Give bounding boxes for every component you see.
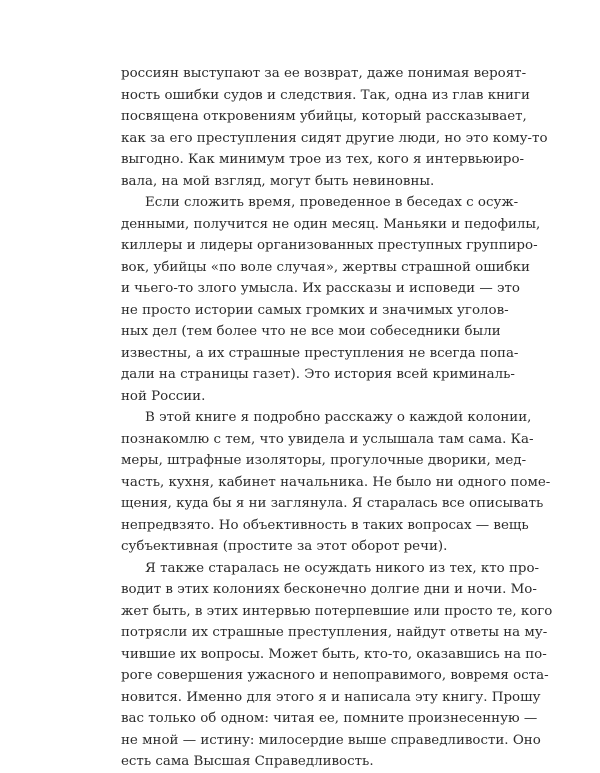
text-line: выгодно. Как минимум трое из тех, кого я интервьюиро- — [121, 152, 525, 167]
text-line: дали на страницы газет). Это история всей криминаль- — [121, 367, 515, 382]
text-line: киллеры и лидеры организованных преступных группиро- — [121, 238, 538, 253]
paragraph — [121, 407, 551, 558]
text-line: водит в этих колониях бесконечно долгие дни и ночи. Мо- — [121, 582, 537, 597]
paragraph — [121, 63, 548, 192]
text-line: и чьего-то злого умысла. Их рассказы и исповеди — это — [121, 281, 520, 296]
text-line: россиян выступают за ее возврат, даже понимая вероят- — [121, 66, 527, 81]
text-line: роге совершения ужасного и непоправимого, вовремя оста- — [121, 668, 549, 683]
text-line: познакомлю с тем, что увидела и услышала там сама. Ка- — [121, 431, 534, 447]
text-line: часть, кухня, кабинет начальника. Не было ни одного поме- — [121, 474, 551, 490]
text-line: чившие их вопросы. Может быть, кто-то, оказавшись на по- — [121, 646, 547, 662]
text-line: ность ошибки судов и следствия. Так, одна из глав книги — [121, 87, 530, 103]
text-line: вок, убийцы «по воле случая», жертвы страшной ошибки — [121, 259, 530, 275]
text-line: щения, куда бы я ни заглянула. Я старалась все описывать — [121, 496, 544, 511]
text-line: новится. Именно для этого я и написала эту книгу. Прошу — [121, 689, 541, 705]
text-line: вала, на мой взгляд, могут быть невиновны. — [121, 173, 435, 189]
text-line: не мной — истину: милосердие выше справедливости. Оно — [121, 732, 541, 748]
text-line: ной России. — [121, 388, 206, 404]
text-line: непредвзято. Но объективность в таких вопросах — вещь — [121, 517, 529, 533]
text-line: денными, получится не один месяц. Маньяки и педофилы, — [121, 216, 541, 232]
text-line: Если сложить время, проведенное в беседах с осуж- — [145, 195, 519, 210]
text-line: потрясли их страшные преступления, найдут ответы на му- — [121, 625, 548, 640]
text-line: ных дел (тем более что не все мои собеседники были — [121, 324, 501, 339]
text-line: вас только об одном: читая ее, помните произнесенную — — [121, 711, 538, 726]
text-line: не просто истории самых громких и значимых уголов- — [121, 302, 509, 318]
text-line: В этой книге я подробно расскажу о каждой колонии, — [145, 410, 532, 425]
text-line: жет быть, в этих интервью потерпевшие или просто те, кого — [121, 603, 553, 619]
text-line: Я также старалась не осуждать никого из тех, кто про- — [145, 560, 540, 576]
text-line: меры, штрафные изоляторы, прогулочные дворики, мед- — [121, 453, 527, 468]
text-line: как за его преступления сидят другие люди, но это кому-то — [121, 130, 548, 146]
paragraph — [121, 192, 541, 407]
text-line: субъективная (простите за этот оборот речи). — [121, 539, 448, 554]
text-line: посвящена откровениям убийцы, который рассказывает, — [121, 109, 527, 124]
paragraph — [121, 558, 553, 773]
body-text — [121, 63, 553, 773]
text-line: известны, а их страшные преступления не всегда попа- — [121, 345, 519, 361]
text-line: есть сама Высшая Справедливость. — [121, 754, 374, 769]
